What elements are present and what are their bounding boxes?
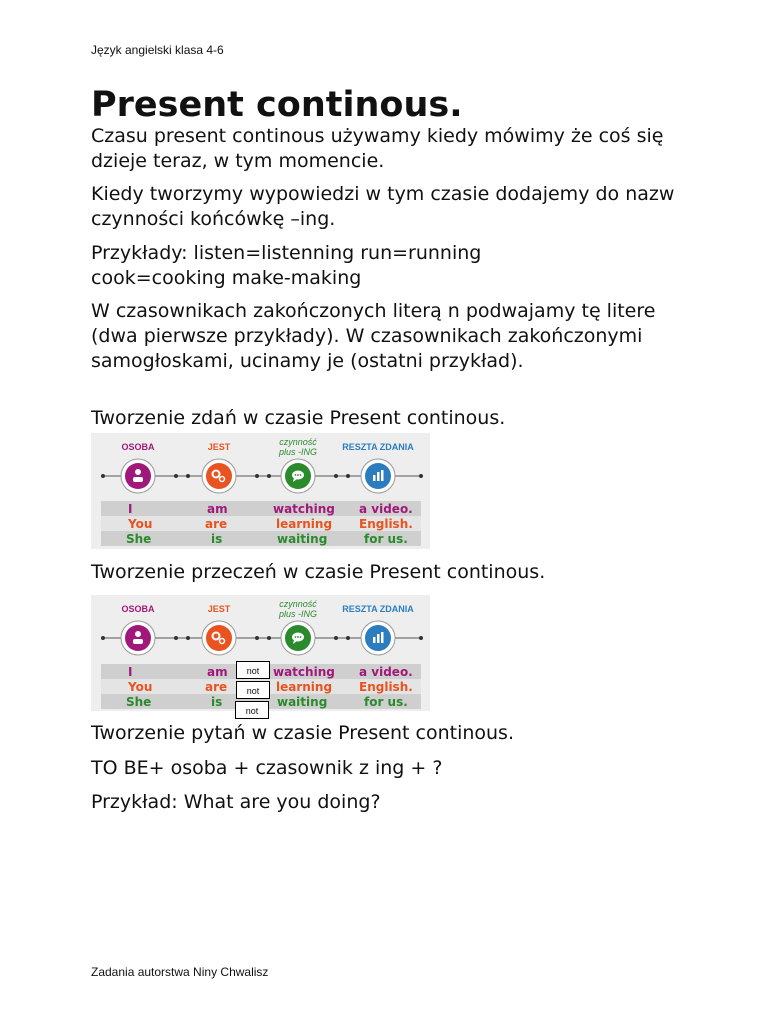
affirmative-diagram — [91, 433, 430, 549]
heading-question: Tworzenie pytań w czasie Present continous. — [91, 722, 514, 744]
page-header: Język angielski klasa 4-6 — [91, 43, 224, 57]
paragraph-definition: Czasu present continous używamy kiedy mówimy że coś się dzieje teraz, w tym momencie. — [91, 125, 664, 172]
row1-rest: a video. — [359, 502, 413, 516]
examples-line-1: Przykłady: listen=listenning run=running — [91, 242, 482, 264]
row2-subject: You — [128, 517, 153, 531]
row1-ing: watching — [273, 665, 335, 679]
page-footer: Zadania autorstwa Niny Chwalisz — [91, 965, 269, 979]
col-czynnosc: czynność — [279, 599, 317, 609]
row3-rest: for us. — [364, 532, 408, 546]
col-jest: JEST — [207, 442, 231, 452]
col-czynnosc: czynność — [279, 437, 317, 447]
row2-verb: are — [205, 517, 228, 531]
question-example: Przykład: What are you doing? — [91, 791, 381, 813]
row3-ing: waiting — [277, 695, 328, 709]
person-icon — [125, 625, 151, 651]
row2-ing: learning — [276, 517, 333, 531]
affirmative-diagram-svg — [91, 433, 430, 549]
row2-rest: English. — [359, 517, 413, 531]
row2-verb: are — [205, 680, 228, 694]
paragraph-ing-rule: Kiedy tworzymy wypowiedzi w tym czasie dodajemy do nazw czynności końcówkę –ing. — [91, 183, 675, 230]
row3-verb: is — [211, 695, 223, 709]
row2-ing: learning — [276, 680, 333, 694]
row1-verb: am — [207, 665, 228, 679]
not-box-1: not — [236, 661, 270, 679]
person-icon — [125, 463, 151, 489]
row3-ing: waiting — [277, 532, 328, 546]
row2-subject: You — [128, 680, 153, 694]
page-title: Present continous. — [91, 85, 463, 125]
row1-subject: I — [128, 502, 133, 516]
not-box-2: not — [236, 681, 270, 699]
col-reszta: RESZTA ZDANIA — [342, 604, 414, 614]
row1-verb: am — [207, 502, 228, 516]
col-jest: JEST — [207, 604, 231, 614]
col-plus-ing: plus -ING — [278, 609, 318, 619]
col-osoba: OSOBA — [121, 442, 155, 452]
col-osoba: OSOBA — [121, 604, 155, 614]
heading-affirmative: Tworzenie zdań w czasie Present continous. — [91, 407, 506, 429]
paragraph-spelling-rule: W czasownikach zakończonych literą n podwajamy tę litere (dwa pierwsze przykłady). W czasownikach zakończonymi samogłoskami, ucinamy je (ostatni przykład). — [91, 300, 656, 372]
question-formula: TO BE+ osoba + czasownik z ing + ? — [91, 757, 443, 779]
row3-subject: She — [126, 532, 152, 546]
row3-verb: is — [211, 532, 223, 546]
heading-negative: Tworzenie przeczeń w czasie Present continous. — [91, 561, 546, 583]
row1-subject: I — [128, 665, 133, 679]
row3-rest: for us. — [364, 695, 408, 709]
row1-ing: watching — [273, 502, 335, 516]
not-box-3: not — [235, 701, 269, 719]
paragraph-examples — [91, 241, 691, 291]
row1-rest: a video. — [359, 665, 413, 679]
row3-subject: She — [126, 695, 152, 709]
examples-line-2: cook=cooking make-making — [91, 267, 362, 289]
col-plus-ing: plus -ING — [278, 447, 318, 457]
row2-rest: English. — [359, 680, 413, 694]
col-reszta: RESZTA ZDANIA — [342, 442, 414, 452]
